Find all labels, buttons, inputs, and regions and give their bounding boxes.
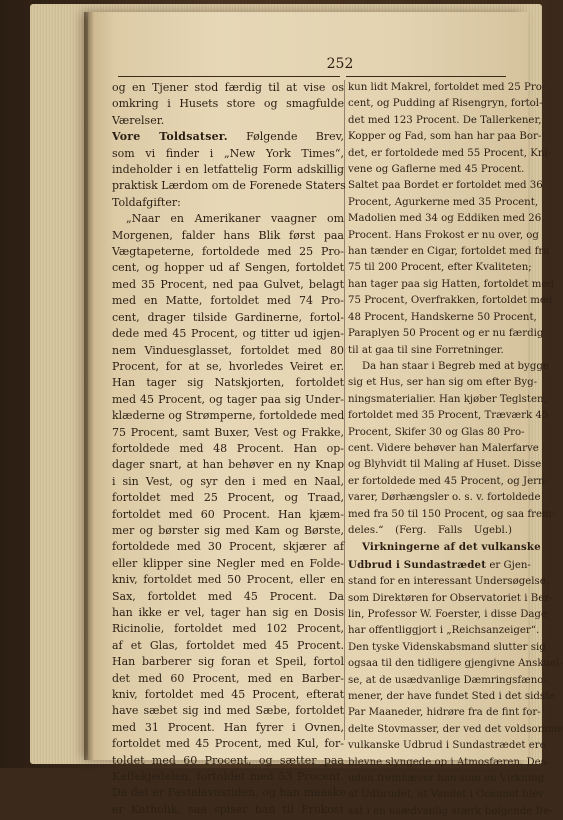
text-line: Værelser. bbox=[112, 113, 165, 127]
text-line: Sax, fortoldet med 45 Procent. Da bbox=[112, 589, 344, 603]
text-line: cent, og Pudding af Risengryn, fortol- bbox=[348, 98, 543, 110]
text-line: og en Tjener stod færdig til at vise os bbox=[112, 81, 344, 94]
text-line: Procent, Agurkerne med 35 Procent, bbox=[348, 196, 539, 208]
text-line: cent, og hopper ud af Sengen, fortoldet bbox=[112, 261, 344, 275]
text-line: uden fremhæver han som en Virkning bbox=[348, 773, 545, 785]
text-line: Kaffekjedelen, fortoldet med 53 Procent. bbox=[112, 770, 344, 784]
text-line: klæderne og Strømperne, fortoldede med bbox=[112, 409, 345, 423]
text-line: Ricinolie, fortoldet med 102 Procent, bbox=[112, 622, 344, 636]
text-line: med fra 50 til 150 Procent, og saa frem- bbox=[348, 508, 556, 520]
text-line: med 45 Procent, og tager paa sig Under- bbox=[112, 392, 344, 406]
text-line: Kopper og Fad, som han har paa Bor- bbox=[348, 131, 542, 143]
text-line: og Blyhvidt til Maling af Huset. Disse bbox=[348, 459, 542, 471]
header-rule-left bbox=[118, 76, 340, 77]
text-line: cent. Videre behøver han Malerfarve bbox=[348, 442, 539, 454]
text-line: han tænder en Cigar, fortoldet med fra bbox=[348, 246, 550, 258]
text-line: som Direktøren for Observatoriet i Ber- bbox=[348, 592, 553, 604]
text-line: stand for en interessant Undersøgelse, bbox=[348, 576, 550, 588]
text-line: cent, drager tilside Gardinerne, fortol- bbox=[112, 310, 344, 324]
text-line: vulkanske Udbrud i Sundastrædet ere bbox=[348, 740, 546, 752]
text-line: det med 60 Procent, med en Barber- bbox=[112, 671, 344, 685]
page-gutter bbox=[84, 12, 94, 760]
text-line: ningsmaterialier. Han kjøber Teglsten, bbox=[348, 393, 547, 405]
text-line: er fortoldede med 45 Procent, og Jern- bbox=[348, 475, 548, 487]
page-number: 252 bbox=[326, 56, 354, 72]
text-line: Saltet paa Bordet er fortoldet med 36 bbox=[348, 180, 543, 192]
text-column-right bbox=[348, 80, 563, 820]
text-line: fortoldet med 60 Procent. Han kjæm- bbox=[112, 507, 344, 521]
text-line: Par Maaneder, hidrøre fra de fint for- bbox=[348, 707, 541, 719]
text-line: kun lidt Makrel, fortoldet med 25 Pro- bbox=[348, 82, 546, 93]
text-line: nem Vinduesglasset, fortoldet med 80 bbox=[112, 343, 344, 357]
text-line: 75 til 200 Procent, efter Kvaliteten; bbox=[348, 262, 532, 274]
text-line: Vore Toldsatser. Følgende Brev, bbox=[112, 130, 344, 144]
text-line: mener, der have fundet Sted i det sidste bbox=[348, 691, 556, 703]
text-line: 75 Procent, Overfrakken, fortoldet med bbox=[348, 295, 553, 307]
text-line: 48 Procent, Handskerne 50 Procent, bbox=[348, 311, 537, 323]
text-line: Toldafgifter: bbox=[112, 195, 181, 209]
text-line: Da han staar i Begreb med at bygge bbox=[362, 360, 549, 372]
text-line: Procent, Skifer 30 og Glas 80 Pro- bbox=[348, 426, 525, 438]
text-line: det, er fortoldede med 55 Procent, Kni- bbox=[348, 147, 552, 159]
text-line: fortoldet med 45 Procent, med Kul, for- bbox=[112, 737, 344, 751]
text-line: Virkningerne af det vulkanske bbox=[362, 541, 541, 554]
text-line: fortoldet med 35 Procent, Træværk 45 bbox=[348, 410, 549, 422]
text-line: ogsaa til den tidligere gjengivne Anskuel- bbox=[348, 658, 563, 670]
text-line: han tager paa sig Hatten, fortoldet med bbox=[348, 278, 554, 290]
text-line: vene og Gaflerne med 45 Procent. bbox=[348, 164, 525, 176]
text-line: kniv, fortoldet med 45 Procent, efterat bbox=[112, 688, 344, 702]
text-line: have sæbet sig ind med Sæbe, fortoldet bbox=[112, 704, 344, 718]
text-line: i sin Vest, og syr den i med en Naal, bbox=[112, 474, 344, 488]
text-line: med 31 Procent. Han fyrer i Ovnen, bbox=[112, 720, 344, 734]
text-column-left bbox=[112, 80, 344, 818]
text-line: Han barberer sig foran et Speil, fortol bbox=[112, 655, 344, 669]
text-line: af et Glas, fortoldet med 45 Procent. bbox=[112, 638, 344, 652]
text-line: indeholder i en letfattelig Form adskillig bbox=[112, 163, 344, 177]
text-line: delte Stovmasser, der ved det voldsomme bbox=[348, 723, 563, 735]
text-line: Vægtapeterne, fortoldede med 25 Pro- bbox=[112, 245, 344, 259]
text-line: er Katholik, saa spiser han til Frokost bbox=[112, 802, 344, 816]
text-line: Morgenen, falder hans Blik først paa bbox=[112, 228, 344, 242]
text-line: sat i en usædvanlig stærk bølgende Be- bbox=[348, 805, 553, 817]
text-line: Da det er Fastelavnstiden, og han maaske bbox=[112, 786, 346, 800]
text-line: Madolien med 34 og Eddiken med 26 bbox=[348, 213, 542, 225]
text-line: til at gaa til sine Forretninger. bbox=[348, 344, 504, 356]
text-line: Udbrud i Sundastrædet er Gjen- bbox=[348, 558, 531, 571]
column-divider bbox=[344, 80, 345, 740]
text-line: omkring i Husets store og smagfulde bbox=[112, 97, 344, 111]
text-line: 75 Procent, samt Buxer, Vest og Frakke, bbox=[112, 425, 344, 439]
text-line: praktisk Lærdom om de Forenede Staters bbox=[112, 179, 346, 193]
text-line: med 35 Procent, ned paa Gulvet, belagt bbox=[112, 277, 344, 291]
text-line: som vi finder i „New York Times“, bbox=[112, 146, 344, 160]
text-line: kniv, fortoldet med 50 Procent, eller en bbox=[112, 573, 344, 587]
text-line: dede med 45 Procent, og titter ud igjen- bbox=[112, 327, 344, 341]
text-line: Paraplyen 50 Procent og er nu færdig bbox=[348, 328, 544, 340]
text-line: varer, Dørhængsler o. s. v. fortoldede bbox=[348, 492, 541, 504]
text-line: mer og børster sig med Kam og Børste, bbox=[112, 523, 344, 537]
text-line: med en Matte, fortoldet med 74 Pro- bbox=[112, 294, 344, 308]
text-line: Procent, for at se, hvorledes Veiret er. bbox=[112, 359, 344, 373]
text-line: Procent. Hans Frokost er nu over, og bbox=[348, 229, 539, 241]
text-line: fortoldede med 30 Procent, skjærer af bbox=[112, 540, 344, 554]
text-line: det med 123 Procent. De Tallerkener, bbox=[348, 114, 542, 126]
text-line: af Udbrudet, at Vandet i Oceanet blev bbox=[348, 789, 544, 801]
text-line: fortoldet med 25 Procent, og Traad, bbox=[112, 491, 344, 505]
text-line: toldet med 60 Procent, og sætter paa bbox=[112, 753, 344, 767]
text-line: Han tager sig Natskjorten, fortoldet bbox=[112, 376, 344, 390]
text-line: har offentliggjort i „Reichsanzeiger“. bbox=[348, 625, 540, 637]
text-line: „Naar en Amerikaner vaagner om bbox=[126, 212, 344, 226]
header-rule-right bbox=[346, 76, 506, 77]
text-line: fortoldede med 48 Procent. Han op- bbox=[112, 441, 344, 455]
text-line: sig et Hus, ser han sig om efter Byg- bbox=[348, 377, 538, 389]
text-line: lin, Professor W. Foerster, i disse Dage bbox=[348, 609, 547, 620]
text-line: eller klipper sine Negler med en Folde- bbox=[112, 556, 344, 570]
text-line: blevne slyngede op i Atmosfæren. Des- bbox=[348, 756, 550, 768]
text-line: deles.“ (Ferg. Falls Ugebl.) bbox=[348, 524, 512, 536]
text-line: se, at de usædvanlige Dæmringsfæno- bbox=[348, 674, 547, 686]
text-line: Den tyske Videnskabsmand slutter sig bbox=[348, 641, 546, 653]
text-line: dager snart, at han behøver en ny Knap bbox=[112, 458, 344, 472]
text-line: han ikke er vel, tager han sig en Dosis bbox=[112, 606, 344, 619]
